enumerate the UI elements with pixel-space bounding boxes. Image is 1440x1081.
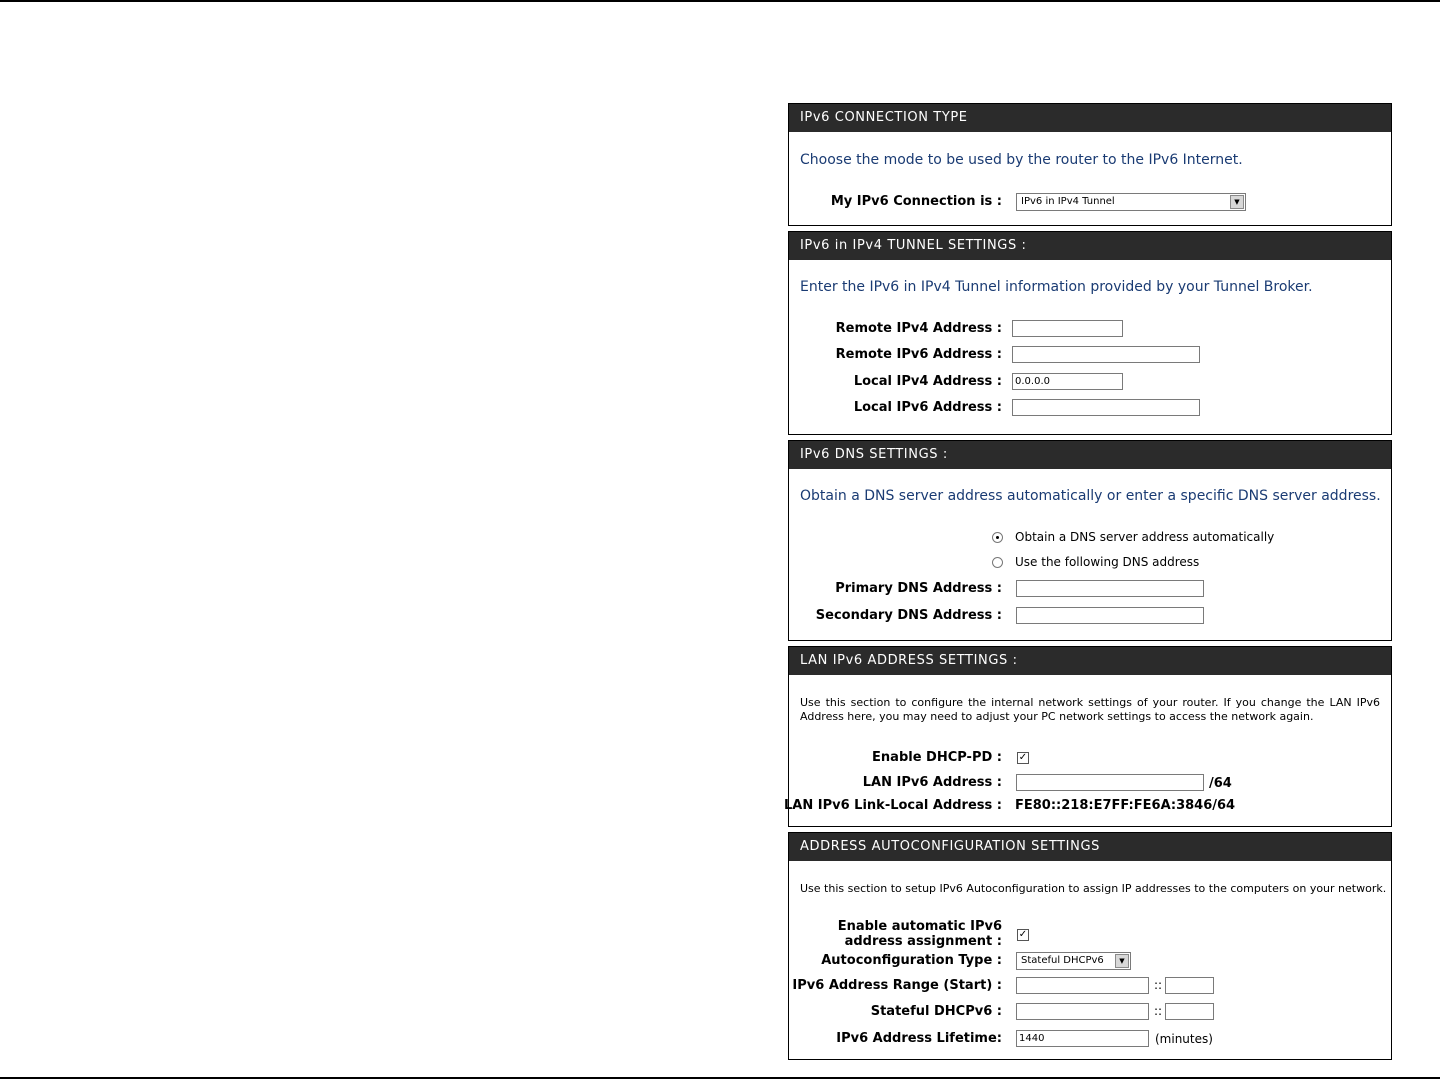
tunnel-settings-panel — [788, 231, 1392, 435]
remote-ipv4-input[interactable] — [1012, 320, 1123, 337]
link-local-value: FE80::218:E7FF:FE6A:3846/64 — [1015, 798, 1236, 813]
dns-settings-header: IPv6 DNS SETTINGS : — [789, 441, 1391, 469]
lan-prefix-suffix: /64 — [1209, 776, 1232, 791]
stateful-dhcpv6-label: Stateful DHCPv6 : — [870, 1004, 1002, 1019]
dns-settings-intro: Obtain a DNS server address automatically or enter a specific DNS server address. — [800, 488, 1381, 504]
link-local-row — [784, 795, 1391, 817]
auto-assign-label — [838, 919, 1002, 949]
dns-auto-radio[interactable] — [992, 532, 1003, 543]
autoconfig-panel — [788, 832, 1392, 1060]
lifetime-row — [789, 1028, 1391, 1050]
bottom-rule — [0, 1077, 1440, 1079]
lan-settings-intro: Use this section to configure the internal network settings of your router. If you change the LAN IPv6 Address here, you may need to adjust your PC network settings to access the network again. — [800, 696, 1380, 723]
tunnel-settings-header: IPv6 in IPv4 TUNNEL SETTINGS : — [789, 232, 1391, 260]
remote-ipv4-label: Remote IPv4 Address : — [835, 321, 1002, 336]
link-local-label: LAN IPv6 Link-Local Address : — [784, 798, 1002, 813]
auto-assign-checkbox[interactable]: ✓ — [1018, 929, 1028, 940]
connection-type-value: IPv6 in IPv4 Tunnel — [1021, 196, 1115, 207]
lifetime-unit: (minutes) — [1155, 1032, 1213, 1046]
secondary-dns-row — [789, 605, 1391, 627]
stateful-suffix-input[interactable] — [1165, 1003, 1214, 1020]
dns-settings-panel — [788, 440, 1392, 641]
autoconfig-type-value: Stateful DHCPv6 — [1021, 955, 1104, 966]
lan-address-input[interactable] — [1016, 774, 1204, 791]
connection-type-intro: Choose the mode to be used by the router to the IPv6 Internet. — [800, 152, 1243, 168]
local-ipv4-input[interactable] — [1012, 373, 1123, 390]
address-range-row — [789, 975, 1391, 997]
remote-ipv6-input[interactable] — [1012, 346, 1200, 363]
autoconfig-type-row — [789, 950, 1391, 972]
autoconfig-type-label: Autoconfiguration Type : — [821, 953, 1002, 968]
lan-address-label: LAN IPv6 Address : — [862, 775, 1002, 790]
auto-assign-label-line2: address assignment : — [844, 934, 1002, 949]
local-ipv6-row — [789, 397, 1391, 419]
dhcp-pd-row — [789, 747, 1391, 769]
local-ipv6-input[interactable] — [1012, 399, 1200, 416]
primary-dns-row — [789, 578, 1391, 600]
connection-label: My IPv6 Connection is : — [830, 194, 1002, 209]
remote-ipv6-row — [789, 344, 1391, 366]
lifetime-input[interactable] — [1016, 1030, 1149, 1047]
auto-assign-label-line1: Enable automatic IPv6 — [837, 919, 1002, 934]
secondary-dns-input[interactable] — [1016, 607, 1204, 624]
remote-ipv4-row — [789, 318, 1391, 340]
local-ipv4-label: Local IPv4 Address : — [853, 374, 1002, 389]
lan-address-row — [789, 772, 1391, 794]
lan-settings-panel — [784, 646, 1392, 827]
tunnel-settings-intro: Enter the IPv6 in IPv4 Tunnel information provided by your Tunnel Broker. — [800, 279, 1313, 295]
address-range-separator: :: — [1154, 978, 1163, 992]
lan-settings-header: LAN IPv6 ADDRESS SETTINGS : — [789, 647, 1391, 675]
local-ipv6-label: Local IPv6 Address : — [853, 400, 1002, 415]
chevron-down-icon[interactable]: ▼ — [1230, 195, 1244, 209]
autoconfig-type-select[interactable] — [1016, 952, 1131, 970]
stateful-dhcpv6-row — [789, 1001, 1391, 1023]
primary-dns-label: Primary DNS Address : — [835, 581, 1002, 596]
connection-row — [789, 191, 1391, 213]
autoconfig-header: ADDRESS AUTOCONFIGURATION SETTINGS — [789, 833, 1391, 861]
address-range-prefix-input[interactable] — [1016, 977, 1149, 994]
dhcp-pd-checkbox[interactable]: ✓ — [1018, 752, 1028, 763]
stateful-separator: :: — [1154, 1004, 1163, 1018]
address-range-suffix-input[interactable] — [1165, 977, 1214, 994]
dns-manual-radio[interactable] — [992, 557, 1003, 568]
connection-type-header: IPv6 CONNECTION TYPE — [789, 104, 1391, 132]
remote-ipv6-label: Remote IPv6 Address : — [835, 347, 1002, 362]
primary-dns-input[interactable] — [1016, 580, 1204, 597]
stateful-prefix-input[interactable] — [1016, 1003, 1149, 1020]
lifetime-label: IPv6 Address Lifetime: — [836, 1031, 1002, 1046]
autoconfig-intro: Use this section to setup IPv6 Autoconfiguration to assign IP addresses to the computers on your network. — [800, 882, 1387, 895]
dns-auto-label: Obtain a DNS server address automatically — [1015, 530, 1275, 544]
secondary-dns-label: Secondary DNS Address : — [815, 608, 1002, 623]
chevron-down-icon[interactable]: ▼ — [1115, 954, 1129, 968]
dhcp-pd-label: Enable DHCP-PD : — [872, 750, 1002, 765]
local-ipv4-row — [789, 371, 1391, 393]
dns-manual-label: Use the following DNS address — [1015, 555, 1200, 569]
connection-type-select[interactable] — [1016, 193, 1246, 211]
address-range-label: IPv6 Address Range (Start) : — [792, 978, 1002, 993]
top-rule — [0, 0, 1440, 2]
connection-type-panel — [788, 103, 1392, 226]
